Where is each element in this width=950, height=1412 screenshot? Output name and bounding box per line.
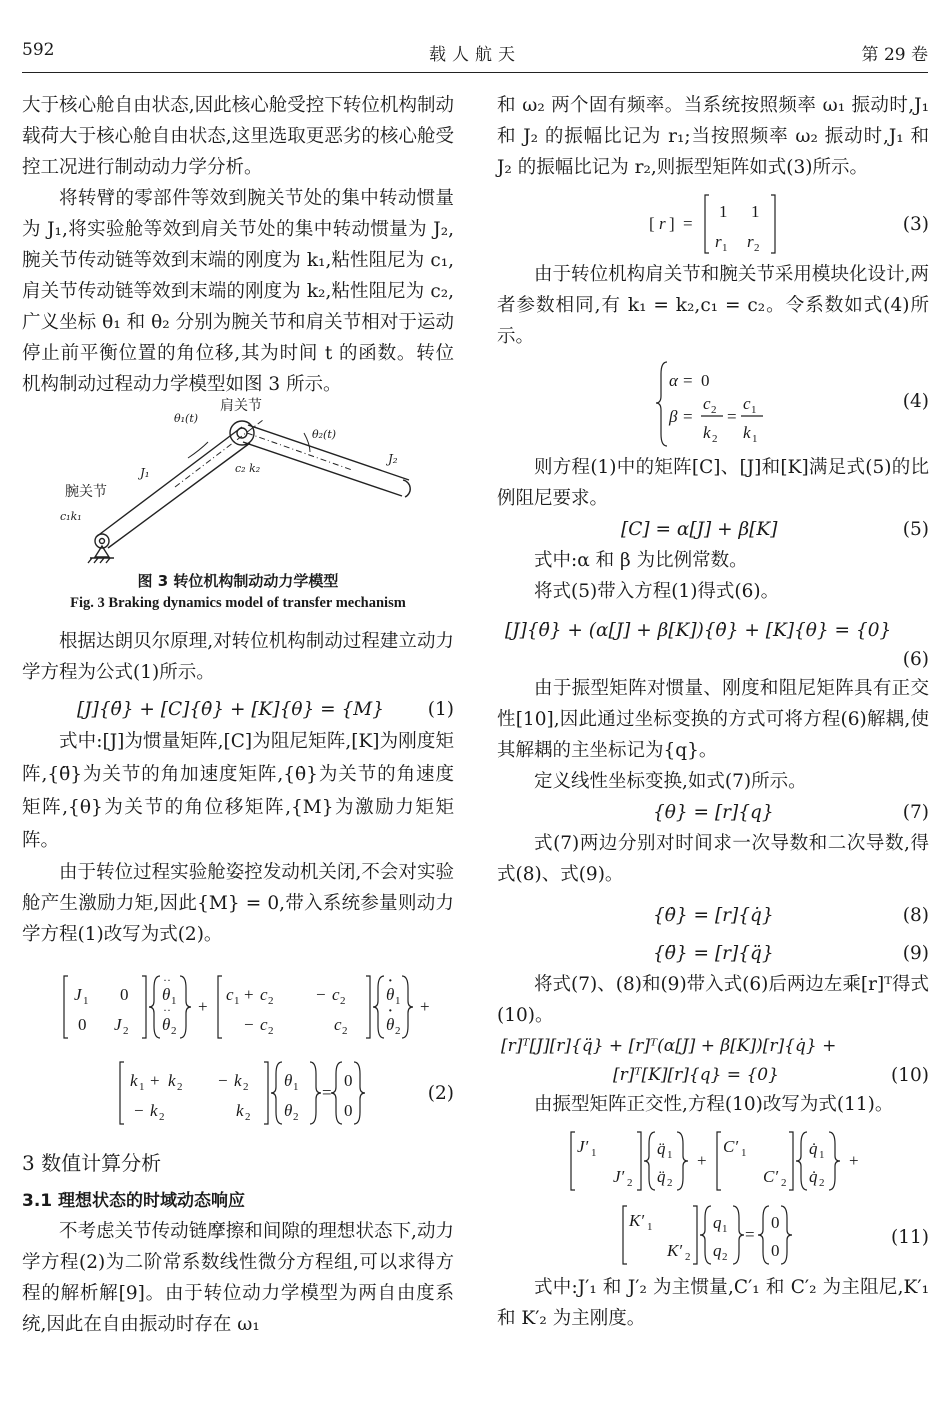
svg-text:1: 1: [647, 1221, 653, 1233]
figure-caption-en: Fig. 3 Braking dynamics model of transfer mechanism: [70, 595, 406, 611]
svg-text:r: r: [747, 232, 754, 251]
equation-number: (6): [902, 649, 929, 670]
svg-text:1: 1: [139, 1081, 145, 1093]
equation-3: [497, 189, 929, 259]
svg-text:2: 2: [159, 1111, 165, 1123]
svg-text:2: 2: [171, 1025, 177, 1037]
svg-text:θ: θ: [284, 1071, 293, 1090]
paragraph: 将转臂的零部件等效到腕关节处的集中转动惯量为 J₁,将实验舱等效到肩关节处的集中转动惯量为 J₂,腕关节传动链等效到末端的刚度为 k₁,粘性阻尼为 c₁,肩关节传动链等效到末端的刚度为 k₂,粘性阻尼为 c₂,广义坐标 θ₁ 和 θ₂ 分别为腕关节和肩关节相对于运动停止前平衡位置的角位移,其为时间 t 的函数。转位机构制动过程动力学模型如图 3 所示。: [22, 188, 454, 395]
equation-3-matrix: [497, 189, 797, 259]
svg-text:q̇: q̇: [809, 1139, 818, 1158]
equation-7: [497, 797, 929, 828]
paragraph: 将式(7)、(8)和(9)带入式(6)后两边左乘[r]ᵀ得式(10)。: [497, 974, 929, 1026]
svg-text:1: 1: [591, 1147, 597, 1159]
svg-text:1: 1: [741, 1147, 747, 1159]
svg-text:2: 2: [340, 995, 346, 1007]
paragraph: 定义线性坐标变换,如式(7)所示。: [534, 771, 807, 792]
paragraph: 式中:α 和 β 为比例常数。: [534, 550, 748, 571]
svg-text:J′: J′: [577, 1137, 589, 1156]
svg-text:··: ··: [163, 1003, 171, 1017]
svg-text:+: +: [849, 1151, 859, 1170]
section-heading: 3 数值计算分析: [22, 1151, 162, 1175]
svg-text:J: J: [74, 985, 82, 1004]
svg-text:·: ·: [388, 974, 393, 989]
svg-text:θ: θ: [386, 1015, 395, 1034]
label-c1k1: c₁k₁: [60, 510, 82, 523]
svg-text:1: 1: [293, 1081, 299, 1093]
paragraph: 大于核心舱自由状态,因此核心舱受控下转位机构制动载荷大于核心舱自由状态,这里选取更恶劣的核心舱受控工况进行制动动力学分析。: [22, 95, 454, 178]
svg-text:k: k: [234, 1071, 242, 1090]
svg-text:r: r: [659, 214, 666, 233]
svg-text:=: =: [322, 1083, 332, 1102]
svg-text:c: c: [703, 394, 711, 413]
svg-text:2: 2: [395, 1025, 401, 1037]
equation-number: (10): [891, 1065, 929, 1086]
subsection-heading: 3.1 理想状态的时域动态响应: [22, 1191, 246, 1211]
svg-text:0: 0: [701, 371, 710, 390]
volume-label: 第 29 卷: [861, 45, 928, 65]
equation-4: [497, 356, 929, 452]
svg-text:2: 2: [754, 242, 760, 254]
paragraph: 不考虑关节传动链摩擦和间隙的理想状态下,动力学方程(2)为二阶常系数线性微分方程组,可以求得方程的解析解[9]。由于转位动力学模型为两自由度系统,因此在自由振动时存在 ω₁: [22, 1221, 454, 1335]
svg-text:0: 0: [344, 1071, 353, 1090]
left-column: [22, 90, 454, 1340]
equation-11: [497, 1126, 929, 1272]
equation-1: [22, 694, 454, 725]
svg-text:2: 2: [685, 1251, 691, 1263]
svg-text:2: 2: [627, 1177, 633, 1189]
svg-text:J′: J′: [613, 1167, 625, 1186]
svg-text:0: 0: [78, 1015, 87, 1034]
equation-number: (11): [891, 1227, 929, 1248]
label-wrist: 腕关节: [65, 484, 107, 500]
svg-text:0: 0: [120, 985, 129, 1004]
svg-text:J: J: [114, 1015, 122, 1034]
label-shoulder: 肩关节: [220, 398, 262, 414]
equation-body: {θ̇} = [r]{q̇}: [653, 905, 774, 926]
svg-text:=: =: [683, 371, 693, 390]
svg-text:=: =: [683, 407, 693, 426]
svg-text:+: +: [150, 1071, 160, 1090]
equation-number: (4): [902, 391, 929, 412]
svg-text:r: r: [715, 232, 722, 251]
svg-text:··: ··: [163, 973, 171, 987]
svg-text:α: α: [669, 371, 678, 390]
svg-text:θ: θ: [386, 985, 395, 1004]
svg-text:0: 0: [771, 1213, 780, 1232]
paragraph: 由于转位机构肩关节和腕关节采用模块化设计,两者参数相同,有 k₁ = k₂,c₁ = c₂。令系数如式(4)所示。: [497, 264, 929, 347]
paragraph: 由振型矩阵正交性,方程(10)改写为式(11)。: [534, 1094, 894, 1115]
svg-text:+: +: [697, 1151, 707, 1170]
svg-text:1: 1: [751, 404, 757, 416]
paragraph: 由于转位过程实验舱姿控发动机关闭,不会对实验舱产生激励力矩,因此{M} = 0,带入系统参量则动力学方程(1)改写为式(2)。: [22, 862, 454, 945]
svg-text:θ: θ: [162, 985, 171, 1004]
equation-number: (1): [427, 699, 454, 720]
svg-text:2: 2: [342, 1025, 348, 1037]
paragraph: 式中:[J]为惯量矩阵,[C]为阻尼矩阵,[K]为刚度矩阵,{θ̈}为关节的角加速度矩阵,{θ̇}为关节的角速度矩阵,{θ}为关节的角位移矩阵,{M}为激励力矩矩阵。: [22, 731, 454, 851]
svg-text:2: 2: [712, 433, 718, 445]
paragraph: 式中:J′₁ 和 J′₂ 为主惯量,C′₁ 和 C′₂ 为主阻尼,K′₁ 和 K′₂ 为主刚度。: [497, 1277, 929, 1329]
svg-text:−: −: [218, 1071, 228, 1090]
svg-text:c: c: [334, 1015, 342, 1034]
label-theta1: θ₁(t): [174, 412, 199, 425]
svg-text:·: ·: [388, 1004, 393, 1019]
equation-body: [J]{θ̈} + (α[J] + β[K]){θ̇} + [K]{θ} = {0}: [505, 620, 892, 641]
equation-body: [r]ᵀ[J][r]{q̈} + [r]ᵀ(α[J] + β[K])[r]{q̇} +: [501, 1036, 837, 1056]
svg-text:2: 2: [293, 1111, 299, 1123]
svg-text:−: −: [316, 985, 326, 1004]
figure-3: [22, 400, 454, 564]
equation-body: {θ̈} = [r]{q̈}: [653, 943, 774, 964]
svg-text:2: 2: [819, 1177, 825, 1189]
svg-text:1: 1: [171, 995, 177, 1007]
svg-text:2: 2: [243, 1081, 249, 1093]
svg-text:k: k: [236, 1101, 244, 1120]
paragraph: 和 ω₂ 两个固有频率。当系统按照频率 ω₁ 振动时,J₁ 和 J₂ 的振幅比记为 r₁;当按照频率 ω₂ 振动时,J₁ 和 J₂ 的振幅比记为 r₂,则振型矩阵如式(3)所示。: [497, 95, 929, 178]
equation-number: (2): [427, 1083, 454, 1104]
svg-text:0: 0: [771, 1241, 780, 1260]
svg-text:q̇: q̇: [809, 1167, 818, 1186]
svg-text:k: k: [130, 1071, 138, 1090]
equation-number: (5): [902, 519, 929, 540]
svg-text:+: +: [198, 997, 208, 1016]
svg-text:k: k: [168, 1071, 176, 1090]
svg-text:2: 2: [711, 404, 717, 416]
svg-text:K′: K′: [667, 1241, 683, 1260]
svg-text:]: ]: [669, 214, 675, 233]
svg-text:2: 2: [177, 1081, 183, 1093]
svg-text:β: β: [669, 407, 678, 426]
svg-text:c: c: [260, 985, 268, 1004]
equation-body: {θ} = [r]{q}: [653, 802, 774, 823]
svg-text:[: [: [649, 214, 655, 233]
svg-text:=: =: [683, 214, 693, 233]
svg-text:q: q: [713, 1213, 722, 1232]
svg-text:1: 1: [83, 995, 89, 1007]
paragraph: 由于振型矩阵对惯量、刚度和阻尼矩阵具有正交性[10],因此通过坐标变换的方式可将方程(6)解耦,使其解耦的主坐标记为{q}。: [497, 678, 929, 761]
svg-text:k: k: [150, 1101, 158, 1120]
svg-text:−: −: [244, 1015, 254, 1034]
equation-9: [497, 938, 929, 969]
svg-text:1: 1: [819, 1149, 825, 1161]
label-c2k2: c₂ k₂: [235, 462, 261, 475]
svg-text:C′: C′: [723, 1137, 739, 1156]
svg-text:C′: C′: [763, 1167, 779, 1186]
svg-text:k: k: [703, 423, 711, 442]
svg-text:c: c: [226, 985, 234, 1004]
svg-text:1: 1: [667, 1149, 673, 1161]
svg-text:1: 1: [395, 995, 401, 1007]
paragraph: 式(7)两边分别对时间求一次导数和二次导数,得式(8)、式(9)。: [497, 833, 929, 885]
svg-text:1: 1: [722, 1223, 728, 1235]
svg-text:1: 1: [751, 202, 760, 221]
equation-2-matrices: [22, 968, 454, 1134]
equation-body: [r]ᵀ[K][r]{q} = {0}: [613, 1065, 779, 1085]
right-column: [497, 90, 929, 1334]
page-header: [22, 40, 928, 70]
svg-text:=: =: [745, 1225, 755, 1244]
svg-text:1: 1: [752, 433, 758, 445]
svg-text:2: 2: [722, 1251, 728, 1263]
equation-number: (8): [902, 905, 929, 926]
equation-6: [497, 615, 929, 673]
svg-text:0: 0: [344, 1101, 353, 1120]
svg-text:1: 1: [722, 242, 728, 254]
svg-text:K′: K′: [629, 1211, 645, 1230]
svg-text:c: c: [743, 394, 751, 413]
equation-10: [497, 1031, 929, 1089]
svg-text:1: 1: [234, 995, 240, 1007]
paragraph: 根据达朗贝尔原理,对转位机构制动过程建立动力学方程为公式(1)所示。: [22, 631, 454, 683]
journal-title: 载人航天: [429, 45, 521, 65]
equation-number: (3): [902, 214, 929, 235]
svg-text:c: c: [260, 1015, 268, 1034]
svg-text:k: k: [743, 423, 751, 442]
figure-caption-zh: 图 3 转位机构制动动力学模型: [137, 572, 339, 590]
svg-text:+: +: [420, 997, 430, 1016]
svg-text:1: 1: [719, 202, 728, 221]
paragraph: 将式(5)带入方程(1)得式(6)。: [534, 581, 780, 602]
paragraph: 则方程(1)中的矩阵[C]、[J]和[K]满足式(5)的比例阻尼要求。: [497, 457, 929, 509]
svg-text:+: +: [244, 985, 254, 1004]
svg-text:c: c: [332, 985, 340, 1004]
svg-text:q̈: q̈: [657, 1139, 666, 1158]
svg-text:2: 2: [667, 1177, 673, 1189]
svg-text:θ: θ: [284, 1101, 293, 1120]
header-rule: [22, 72, 928, 73]
svg-text:q: q: [713, 1241, 722, 1260]
label-J1: J₁: [140, 466, 150, 480]
equation-body: [J]{θ̈} + [C]{θ̇} + [K]{θ} = {M}: [77, 699, 385, 720]
label-theta2: θ₂(t): [312, 428, 337, 441]
svg-text:2: 2: [123, 1025, 129, 1037]
equation-5: [497, 514, 929, 545]
svg-text:q̈: q̈: [657, 1167, 666, 1186]
equation-number: (9): [902, 943, 929, 964]
svg-text:θ: θ: [162, 1015, 171, 1034]
svg-text:2: 2: [268, 995, 274, 1007]
equation-8: [497, 900, 929, 938]
equation-number: (7): [902, 802, 929, 823]
label-J2: J₂: [388, 452, 398, 466]
equation-4-system: [497, 356, 797, 452]
svg-text:2: 2: [245, 1111, 251, 1123]
svg-text:2: 2: [268, 1025, 274, 1037]
equation-body: [C] = α[J] + β[K]: [621, 519, 778, 540]
svg-text:=: =: [727, 407, 737, 426]
page-number: 592: [22, 40, 55, 60]
equation-11-matrices: [497, 1126, 929, 1272]
svg-text:−: −: [134, 1101, 144, 1120]
equation-2: [22, 968, 454, 1134]
svg-text:2: 2: [781, 1177, 787, 1189]
